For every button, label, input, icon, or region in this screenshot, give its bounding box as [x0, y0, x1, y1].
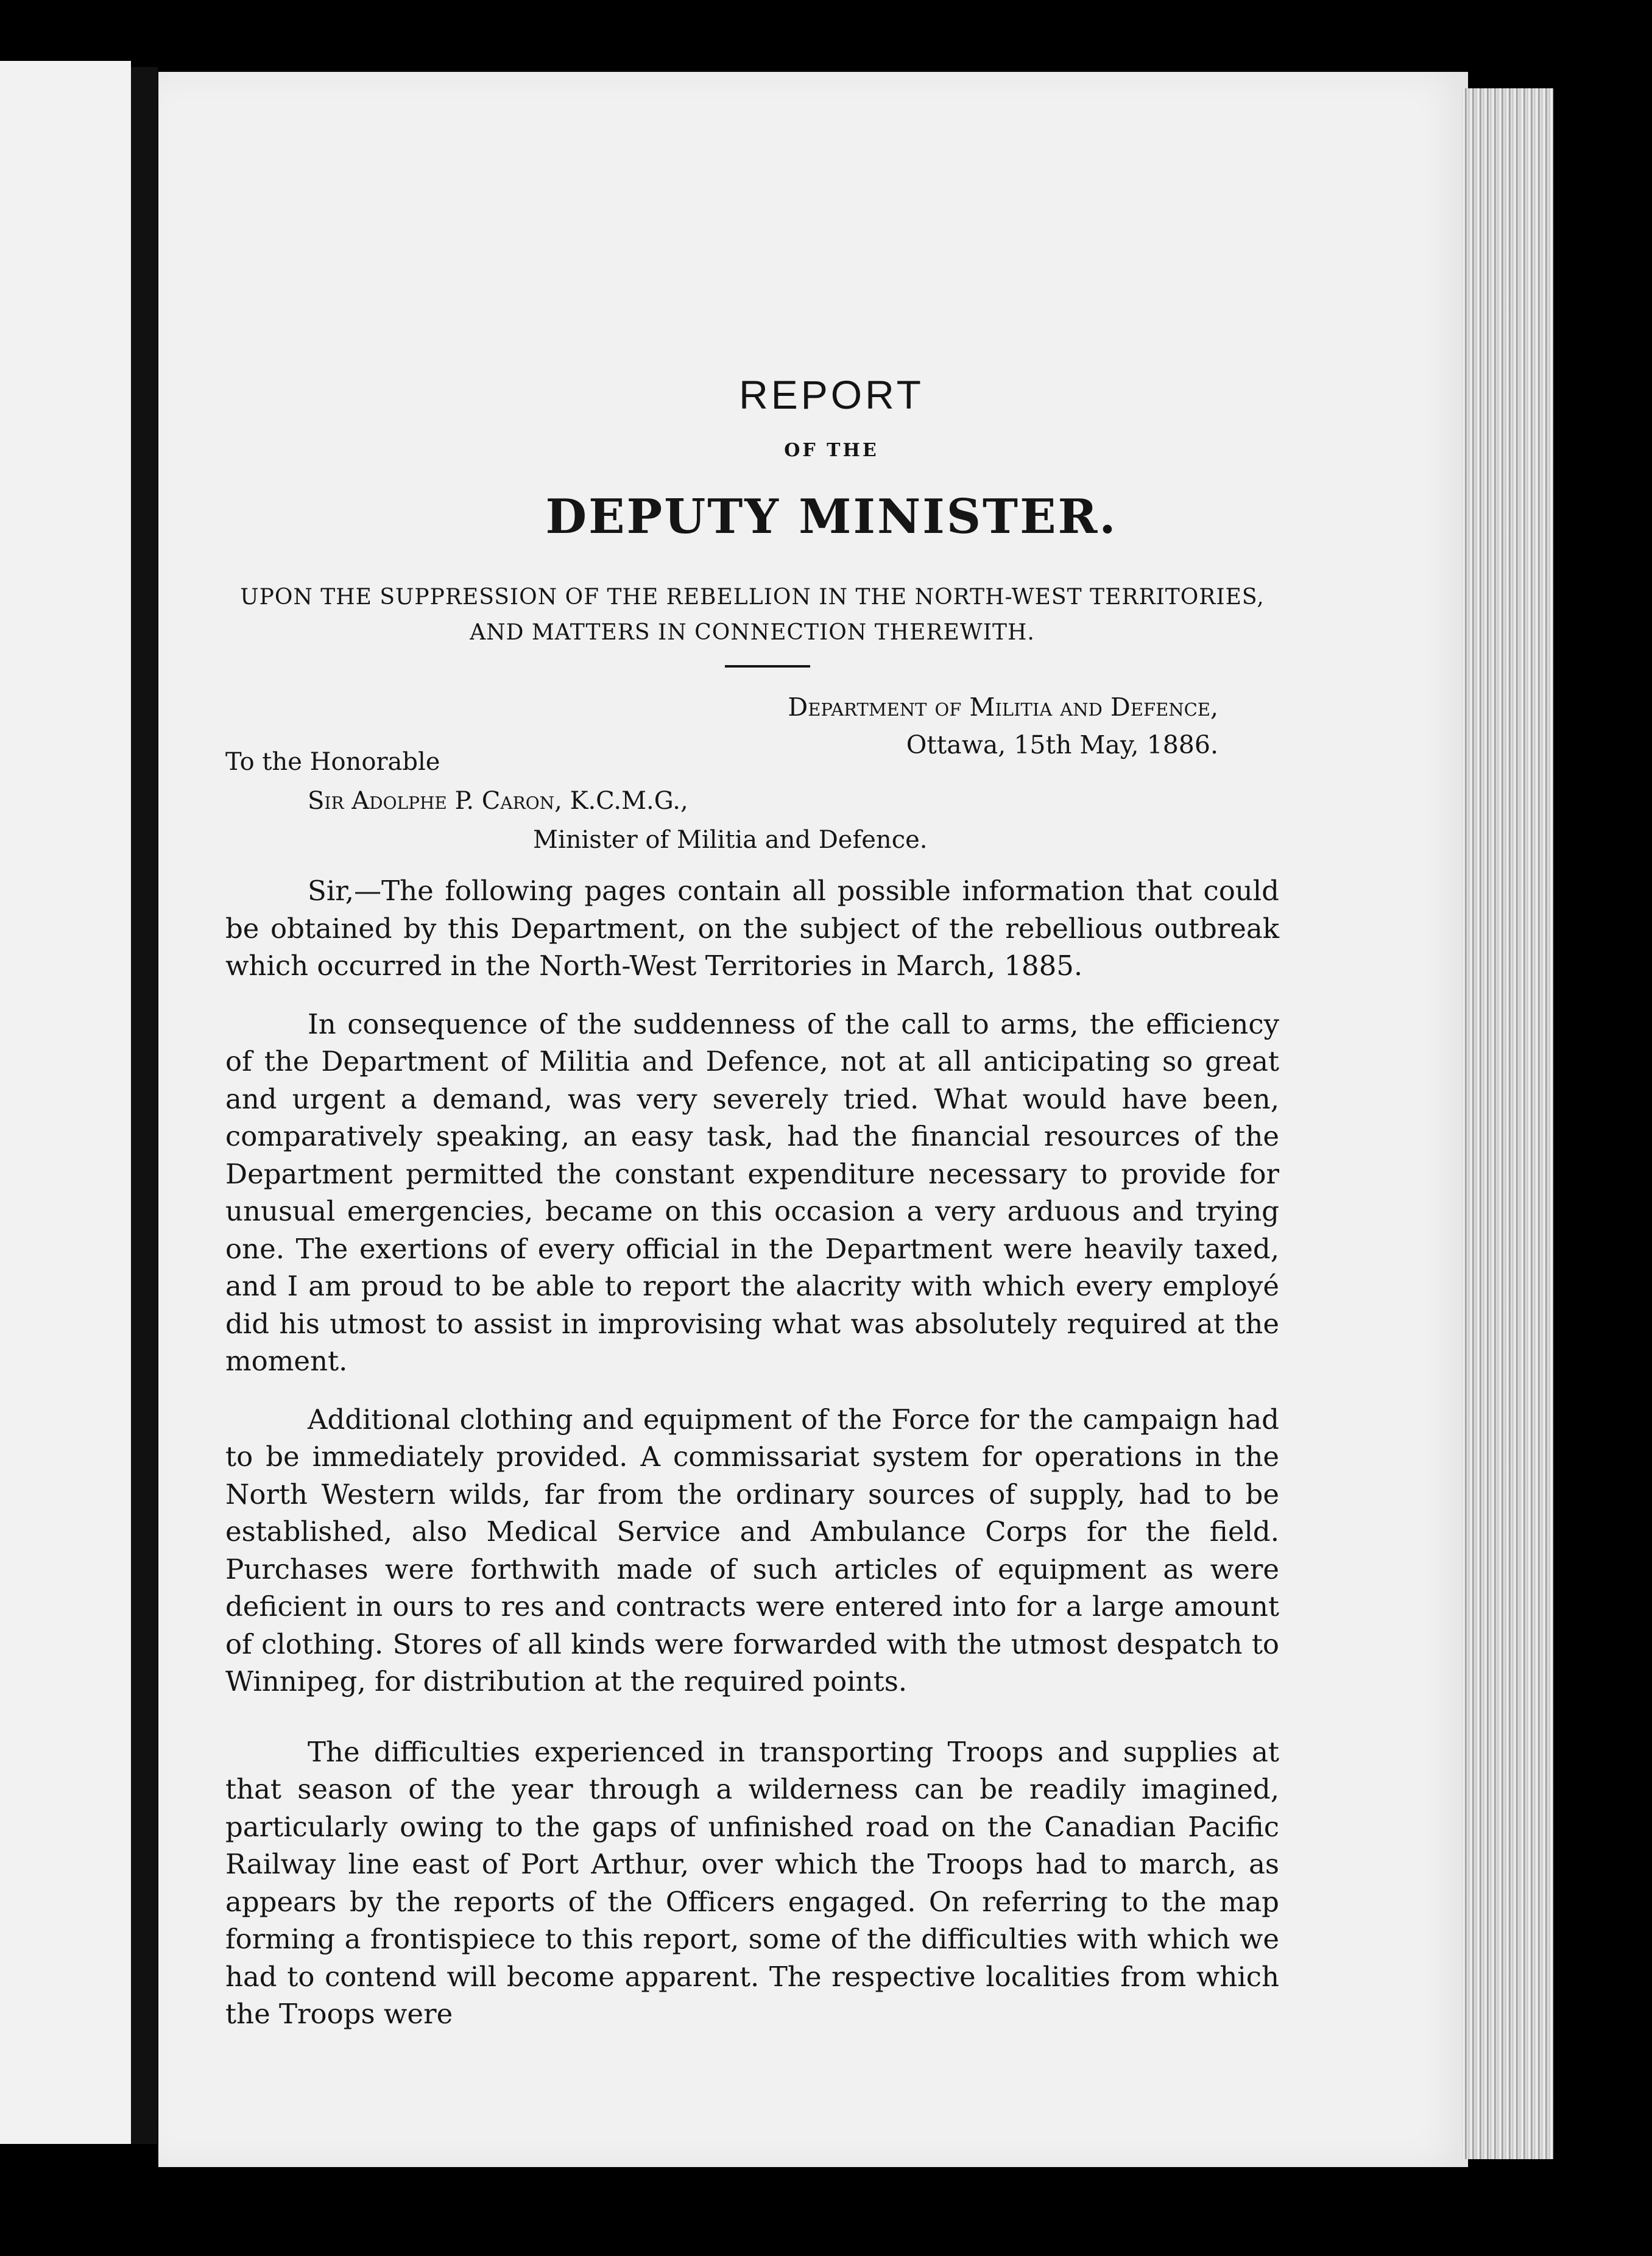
report-subtitle — [225, 580, 1279, 650]
addressee-title: Minister of Militia and Defence. — [533, 826, 928, 854]
report-subtitle-line1: UPON THE SUPPRESSION OF THE REBELLION IN THE NORTH-WEST TERRITORIES, — [240, 585, 1265, 610]
report-of-the: OF THE — [784, 440, 879, 461]
paragraph-3: Additional clothing and equipment of the Force for the campaign had to be immediately provided. A commissariat system for operations in the North Western wilds, far from the ordinary sources of supply, had to be established, also Medical Service and Ambulance Corps for the field. Purchases were forthwith made of such articles of equipment as were deficient in ours to res and contracts were entered into for a large amount of clothing. Stores of all kinds were forwarded with the utmost despatch to Winnipeg, for distribution at the required points. — [225, 1403, 1279, 1697]
report-title: REPORT — [739, 372, 924, 417]
page-edges — [1462, 88, 1553, 2159]
paragraph-1: Sir,—The following pages contain all possible information that could be obtained by this Department, on the subject of the rebellious outbreak which occurred in the North-West Territories in March, 1885. — [225, 875, 1279, 982]
facing-page — [0, 61, 131, 2144]
report-main-heading: DEPUTY MINISTER. — [545, 489, 1118, 545]
page-content — [225, 372, 1279, 2054]
divider-rule — [725, 665, 810, 668]
book-spine — [131, 67, 158, 2144]
place-date: Ottawa, 15th May, 1886. — [906, 730, 1218, 760]
paragraph-4: The difficulties experienced in transporting Troops and supplies at that season of the year through a wilderness can be readily imagined, particularly owing to the gaps of unfinished road on the Canadian Pacific Railway line east of Port Arthur, over which the Troops had to march, as appears by the reports of the Officers engaged. On referring to the map forming a frontispiece to this report, some of the difficulties with which we had to contend will become apparent. The respective localities from which the Troops were — [225, 1735, 1279, 2030]
addressee-name: Sir Adolphe P. Caron, K.C.M.G., — [308, 787, 688, 815]
paragraph-2: In consequence of the suddenness of the call to arms, the efficiency of the Department of Militia and Defence, not at all anticipating so great and urgent a demand, was very severely tried. What would have been, comparatively speaking, an easy task, had the financial resources of the Department permitted the constant expenditure necessary to provide for unusual emergencies, became on this occasion a very arduous and trying one. The exertions of every official in the Department were heavily taxed, and I am proud to be able to report the alacrity with which every employé did his utmost to assist in improvising what was absolutely required at the moment. — [225, 1007, 1279, 1377]
addressee-line1: To the Honorable — [225, 748, 440, 776]
department-name: Department of Militia and Defence, — [788, 693, 1218, 722]
report-subtitle-line2: AND MATTERS IN CONNECTION THEREWITH. — [470, 620, 1035, 645]
